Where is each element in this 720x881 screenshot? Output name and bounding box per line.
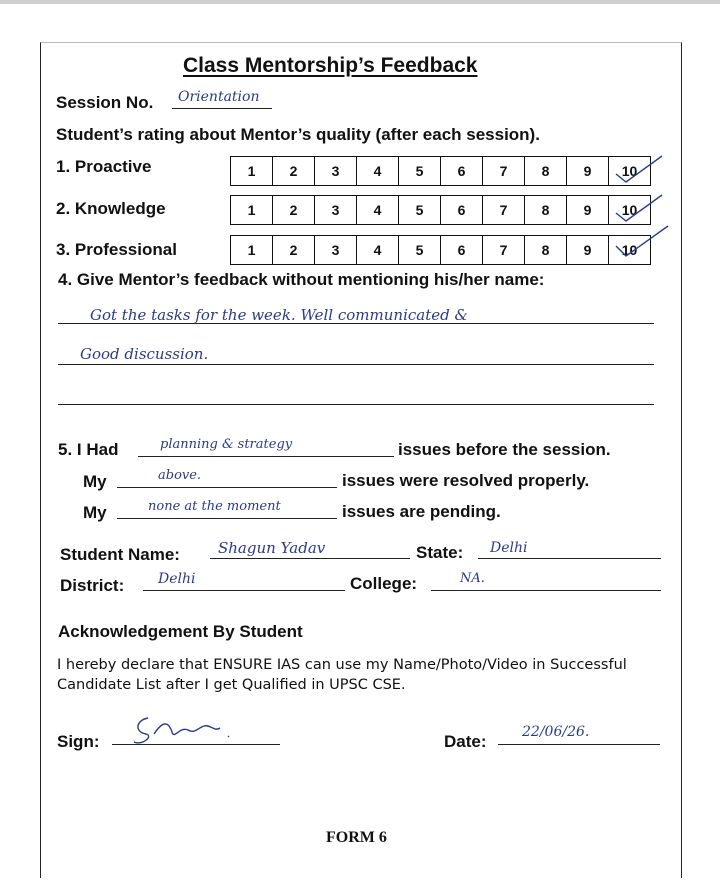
checkmark-icon [612,222,672,262]
rating-cell[interactable]: 8 [524,236,566,264]
checkmark-icon [612,152,667,188]
rating-cell[interactable]: 2 [272,157,314,185]
rating-cell[interactable]: 4 [356,157,398,185]
rating-cell[interactable]: 4 [356,196,398,224]
rating-cell[interactable]: 1 [247,202,256,218]
feedback-line-2 [58,364,654,365]
session-label: Session No. [56,93,154,112]
rating-scale-proactive [230,156,651,186]
form-title: Class Mentorship’s Feedback [183,54,478,77]
rating-cell[interactable]: 1 [247,242,256,258]
date-value[interactable]: 22/06/26. [522,724,590,740]
issues-resolved-suffix: issues were resolved properly. [342,471,590,490]
rating-cell[interactable]: 5 [398,157,440,185]
feedback-line-3[interactable] [58,404,654,405]
rating-cell[interactable]: 5 [398,236,440,264]
state-value[interactable]: Delhi [490,540,528,556]
rating-cell[interactable]: 6 [440,196,482,224]
state-label: State: [416,543,464,562]
rating-cell[interactable]: 5 [398,196,440,224]
rating-cell[interactable]: 2 [272,236,314,264]
criterion-label-knowledge: 2. Knowledge [56,199,166,218]
student-name-value[interactable]: Shagun Yadav [218,539,326,557]
issues-pending-prefix: My [83,503,107,522]
state-line [478,558,661,559]
top-edge [0,0,720,4]
rating-scale-knowledge [230,195,651,225]
college-line [431,590,661,591]
issues-resolved-line [117,487,337,488]
rating-heading: Student’s rating about Mentor’s quality (after each session). [56,125,540,144]
criterion-label-professional: 3. Professional [56,240,177,259]
issues-had-value[interactable]: planning & strategy [160,437,293,452]
rating-cell[interactable]: 1 [247,163,256,179]
feedback-text-2[interactable]: Good discussion. [80,345,209,363]
rating-cell[interactable]: 7 [482,196,524,224]
issues-had-suffix: issues before the session. [398,440,611,459]
district-label: District: [60,576,125,595]
session-line [172,108,272,109]
ack-heading: Acknowledgement By Student [58,622,303,641]
criterion-label-proactive: 1. Proactive [56,157,152,176]
rating-cell[interactable]: 6 [440,236,482,264]
form-number: FORM 6 [326,829,387,846]
district-value[interactable]: Delhi [158,571,196,587]
issues-pending-line [117,518,337,519]
date-line [498,744,660,745]
rating-cell[interactable]: 10 [608,196,650,224]
rating-cell[interactable]: 7 [482,236,524,264]
rating-cell[interactable]: 2 [272,196,314,224]
session-value[interactable]: Orientation [178,89,260,105]
date-label: Date: [444,732,487,751]
issues-pending-value[interactable]: none at the moment [148,499,281,514]
student-name-line [210,558,410,559]
feedback-heading: 4. Give Mentor’s feedback without mentioning his/her name: [58,270,545,289]
issues-had-line [138,456,394,457]
rating-cell[interactable]: 3 [314,157,356,185]
rating-cell[interactable]: 10 [608,157,650,185]
issues-resolved-value[interactable]: above. [158,468,202,483]
rating-cell[interactable]: 8 [524,196,566,224]
rating-cell[interactable]: 3 [314,236,356,264]
district-line [143,590,345,591]
rating-cell[interactable]: 7 [482,157,524,185]
rating-cell[interactable]: 4 [356,236,398,264]
signature-image[interactable] [128,712,238,748]
rating-cell[interactable]: 9 [566,196,608,224]
college-value[interactable]: NA. [460,571,485,586]
ack-text-line-1: I hereby declare that ENSURE IAS can use my Name/Photo/Video in Successful [57,657,627,673]
issues-resolved-prefix: My [83,472,107,491]
issues-pending-suffix: issues are pending. [342,502,501,521]
student-name-label: Student Name: [60,545,180,564]
feedback-text-1[interactable]: Got the tasks for the week. Well communicated & [90,306,468,324]
rating-cell[interactable]: 8 [524,157,566,185]
college-label: College: [350,574,418,593]
rating-cell[interactable]: 9 [566,157,608,185]
sign-label: Sign: [57,732,100,751]
rating-cell[interactable]: 6 [440,157,482,185]
ack-text-line-2: Candidate List after I get Qualified in UPSC CSE. [57,677,406,693]
rating-scale-professional [230,235,651,265]
rating-cell[interactable]: 3 [314,196,356,224]
rating-cell[interactable]: 9 [566,236,608,264]
issues-had-prefix: 5. I Had [58,440,119,459]
rating-cell[interactable]: 10 [608,236,650,264]
